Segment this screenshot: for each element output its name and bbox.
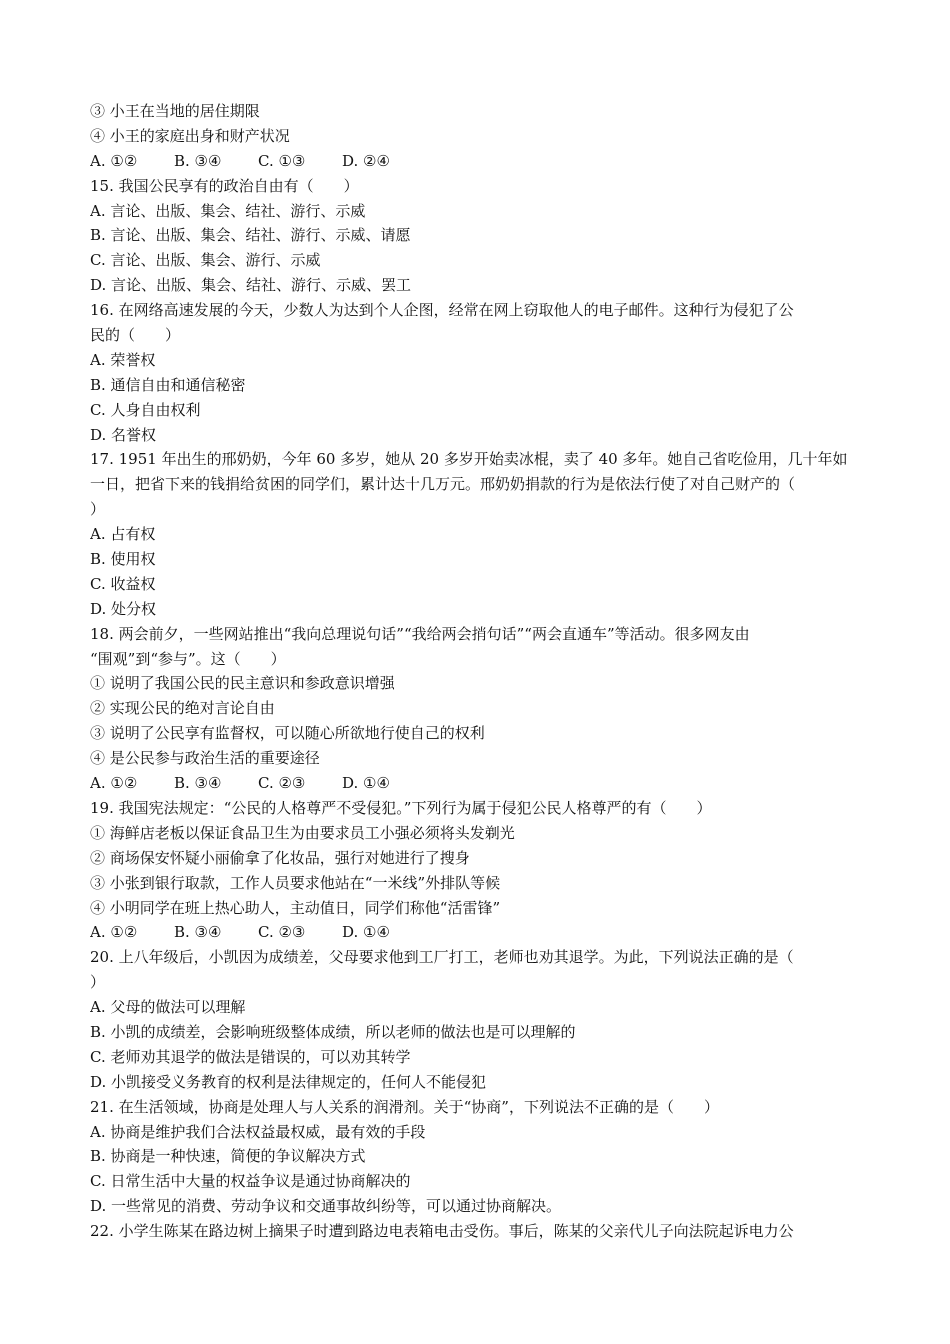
q15-option-a: A. 言论、出版、集会、结社、游行、示威 xyxy=(90,201,366,220)
q18-option-a: A. ①② xyxy=(90,774,138,793)
q17-stem-line-1: 17. 1951 年出生的邢奶奶，今年 60 多岁，她从 20 多岁开始卖冰棍，卖了 40 多年。她自己省吃俭用，几十年如 xyxy=(90,450,848,469)
q20-option-a: A. 父母的做法可以理解 xyxy=(90,998,246,1017)
q18-options xyxy=(90,771,870,796)
q16-stem-line-2: 民的（ ） xyxy=(90,326,181,345)
q17-option-c: C. 收益权 xyxy=(90,574,156,593)
q19-option-b: B. ③④ xyxy=(174,923,222,942)
q21-option-d: D. 一些常见的消费、劳动争议和交通事故纠纷等，可以通过协商解决。 xyxy=(90,1197,562,1216)
q18-item-1: ① 说明了我国公民的民主意识和参政意识增强 xyxy=(90,674,395,693)
q14-options xyxy=(90,149,870,174)
q15-option-c: C. 言论、出版、集会、游行、示威 xyxy=(90,251,321,270)
q19-item-4: ④ 小明同学在班上热心助人，主动值日，同学们称他“活雷锋” xyxy=(90,898,501,917)
q19-options xyxy=(90,920,870,945)
q18-option-d: D. ①④ xyxy=(342,774,390,793)
q18-item-2: ② 实现公民的绝对言论自由 xyxy=(90,699,275,718)
q14-item-3: ③ 小王在当地的居住期限 xyxy=(90,102,260,120)
q16-option-d: D. 名誉权 xyxy=(90,425,157,444)
q20-option-b: B. 小凯的成绩差，会影响班级整体成绩，所以老师的做法也是可以理解的 xyxy=(90,1022,576,1041)
q17-stem-line-2: 一日，把省下来的钱捐给贫困的同学们，累计达十几万元。邢奶奶捐款的行为是依法行使了对自己财产的（ xyxy=(90,475,796,494)
q18-option-c: C. ②③ xyxy=(258,774,306,793)
q19-item-3: ③ 小张到银行取款，工作人员要求他站在“一米线”外排队等候 xyxy=(90,873,501,892)
q14-option-d: D. ②④ xyxy=(342,151,390,170)
q20-option-c: C. 老师劝其退学的做法是错误的，可以劝其转学 xyxy=(90,1047,411,1066)
q17-stem-line-3: ） xyxy=(90,500,106,519)
q21-option-c: C. 日常生活中大量的权益争议是通过协商解决的 xyxy=(90,1172,411,1191)
q19-option-c: C. ②③ xyxy=(258,923,306,942)
q15-option-b: B. 言论、出版、集会、结社、游行、示威、请愿 xyxy=(90,226,411,245)
q16-option-c: C. 人身自由权利 xyxy=(90,400,201,419)
q20-option-d: D. 小凯接受义务教育的权利是法律规定的，任何人不能侵犯 xyxy=(90,1072,487,1091)
q17-option-b: B. 使用权 xyxy=(90,550,156,569)
q17-option-d: D. 处分权 xyxy=(90,599,157,618)
q18-option-b: B. ③④ xyxy=(174,774,222,793)
q15-option-d: D. 言论、出版、集会、结社、游行、示威、罢工 xyxy=(90,276,412,295)
q18-item-4: ④ 是公民参与政治生活的重要途径 xyxy=(90,749,320,768)
q16-option-b: B. 通信自由和通信秘密 xyxy=(90,375,246,394)
q20-stem-line-2: ） xyxy=(90,973,106,992)
q21-option-a: A. 协商是维护我们合法权益最权威，最有效的手段 xyxy=(90,1122,426,1141)
q16-stem-line-1: 16. 在网络高速发展的今天，少数人为达到个人企图，经常在网上窃取他人的电子邮件。这种行为侵犯了公 xyxy=(90,301,794,320)
q16-option-a: A. 荣誉权 xyxy=(90,350,156,369)
q19-stem: 19. 我国宪法规定：“公民的人格尊严不受侵犯。”下列行为属于侵犯公民人格尊严的有（ ） xyxy=(90,798,712,817)
q15-stem: 15. 我国公民享有的政治自由有（ ） xyxy=(90,176,359,195)
q14-option-b: B. ③④ xyxy=(174,151,222,170)
q19-item-2: ② 商场保安怀疑小丽偷拿了化妆品，强行对她进行了搜身 xyxy=(90,848,470,867)
q14-option-c: C. ①③ xyxy=(258,151,306,170)
q18-stem-line-1: 18. 两会前夕，一些网站推出“我向总理说句话”“我给两会捎句话”“两会直通车”等活动。很多网友由 xyxy=(90,624,750,643)
q17-option-a: A. 占有权 xyxy=(90,525,156,544)
q14-item-4: ④ 小王的家庭出身和财产状况 xyxy=(90,126,290,145)
q19-item-1: ① 海鲜店老板以保证食品卫生为由要求员工小强必须将头发剃光 xyxy=(90,823,515,842)
q21-stem: 21. 在生活领域，协商是处理人与人关系的润滑剂。关于“协商”，下列说法不正确的是（ ） xyxy=(90,1097,719,1116)
exam-page xyxy=(90,99,870,1244)
q18-stem-line-2: “围观”到“参与”。这（ ） xyxy=(90,649,286,668)
q20-stem-line-1: 20. 上八年级后，小凯因为成绩差，父母要求他到工厂打工，老师也劝其退学。为此，下列说法正确的是（ xyxy=(90,948,794,967)
q18-item-3: ③ 说明了公民享有监督权，可以随心所欲地行使自己的权利 xyxy=(90,724,485,743)
q21-option-b: B. 协商是一种快速，简便的争议解决方式 xyxy=(90,1147,366,1166)
q19-option-d: D. ①④ xyxy=(342,923,390,942)
q19-option-a: A. ①② xyxy=(90,923,138,942)
q22-stem-line-1: 22. 小学生陈某在路边树上摘果子时遭到路边电表箱电击受伤。事后，陈某的父亲代儿子向法院起诉电力公 xyxy=(90,1222,794,1241)
q14-option-a: A. ①② xyxy=(90,151,138,170)
